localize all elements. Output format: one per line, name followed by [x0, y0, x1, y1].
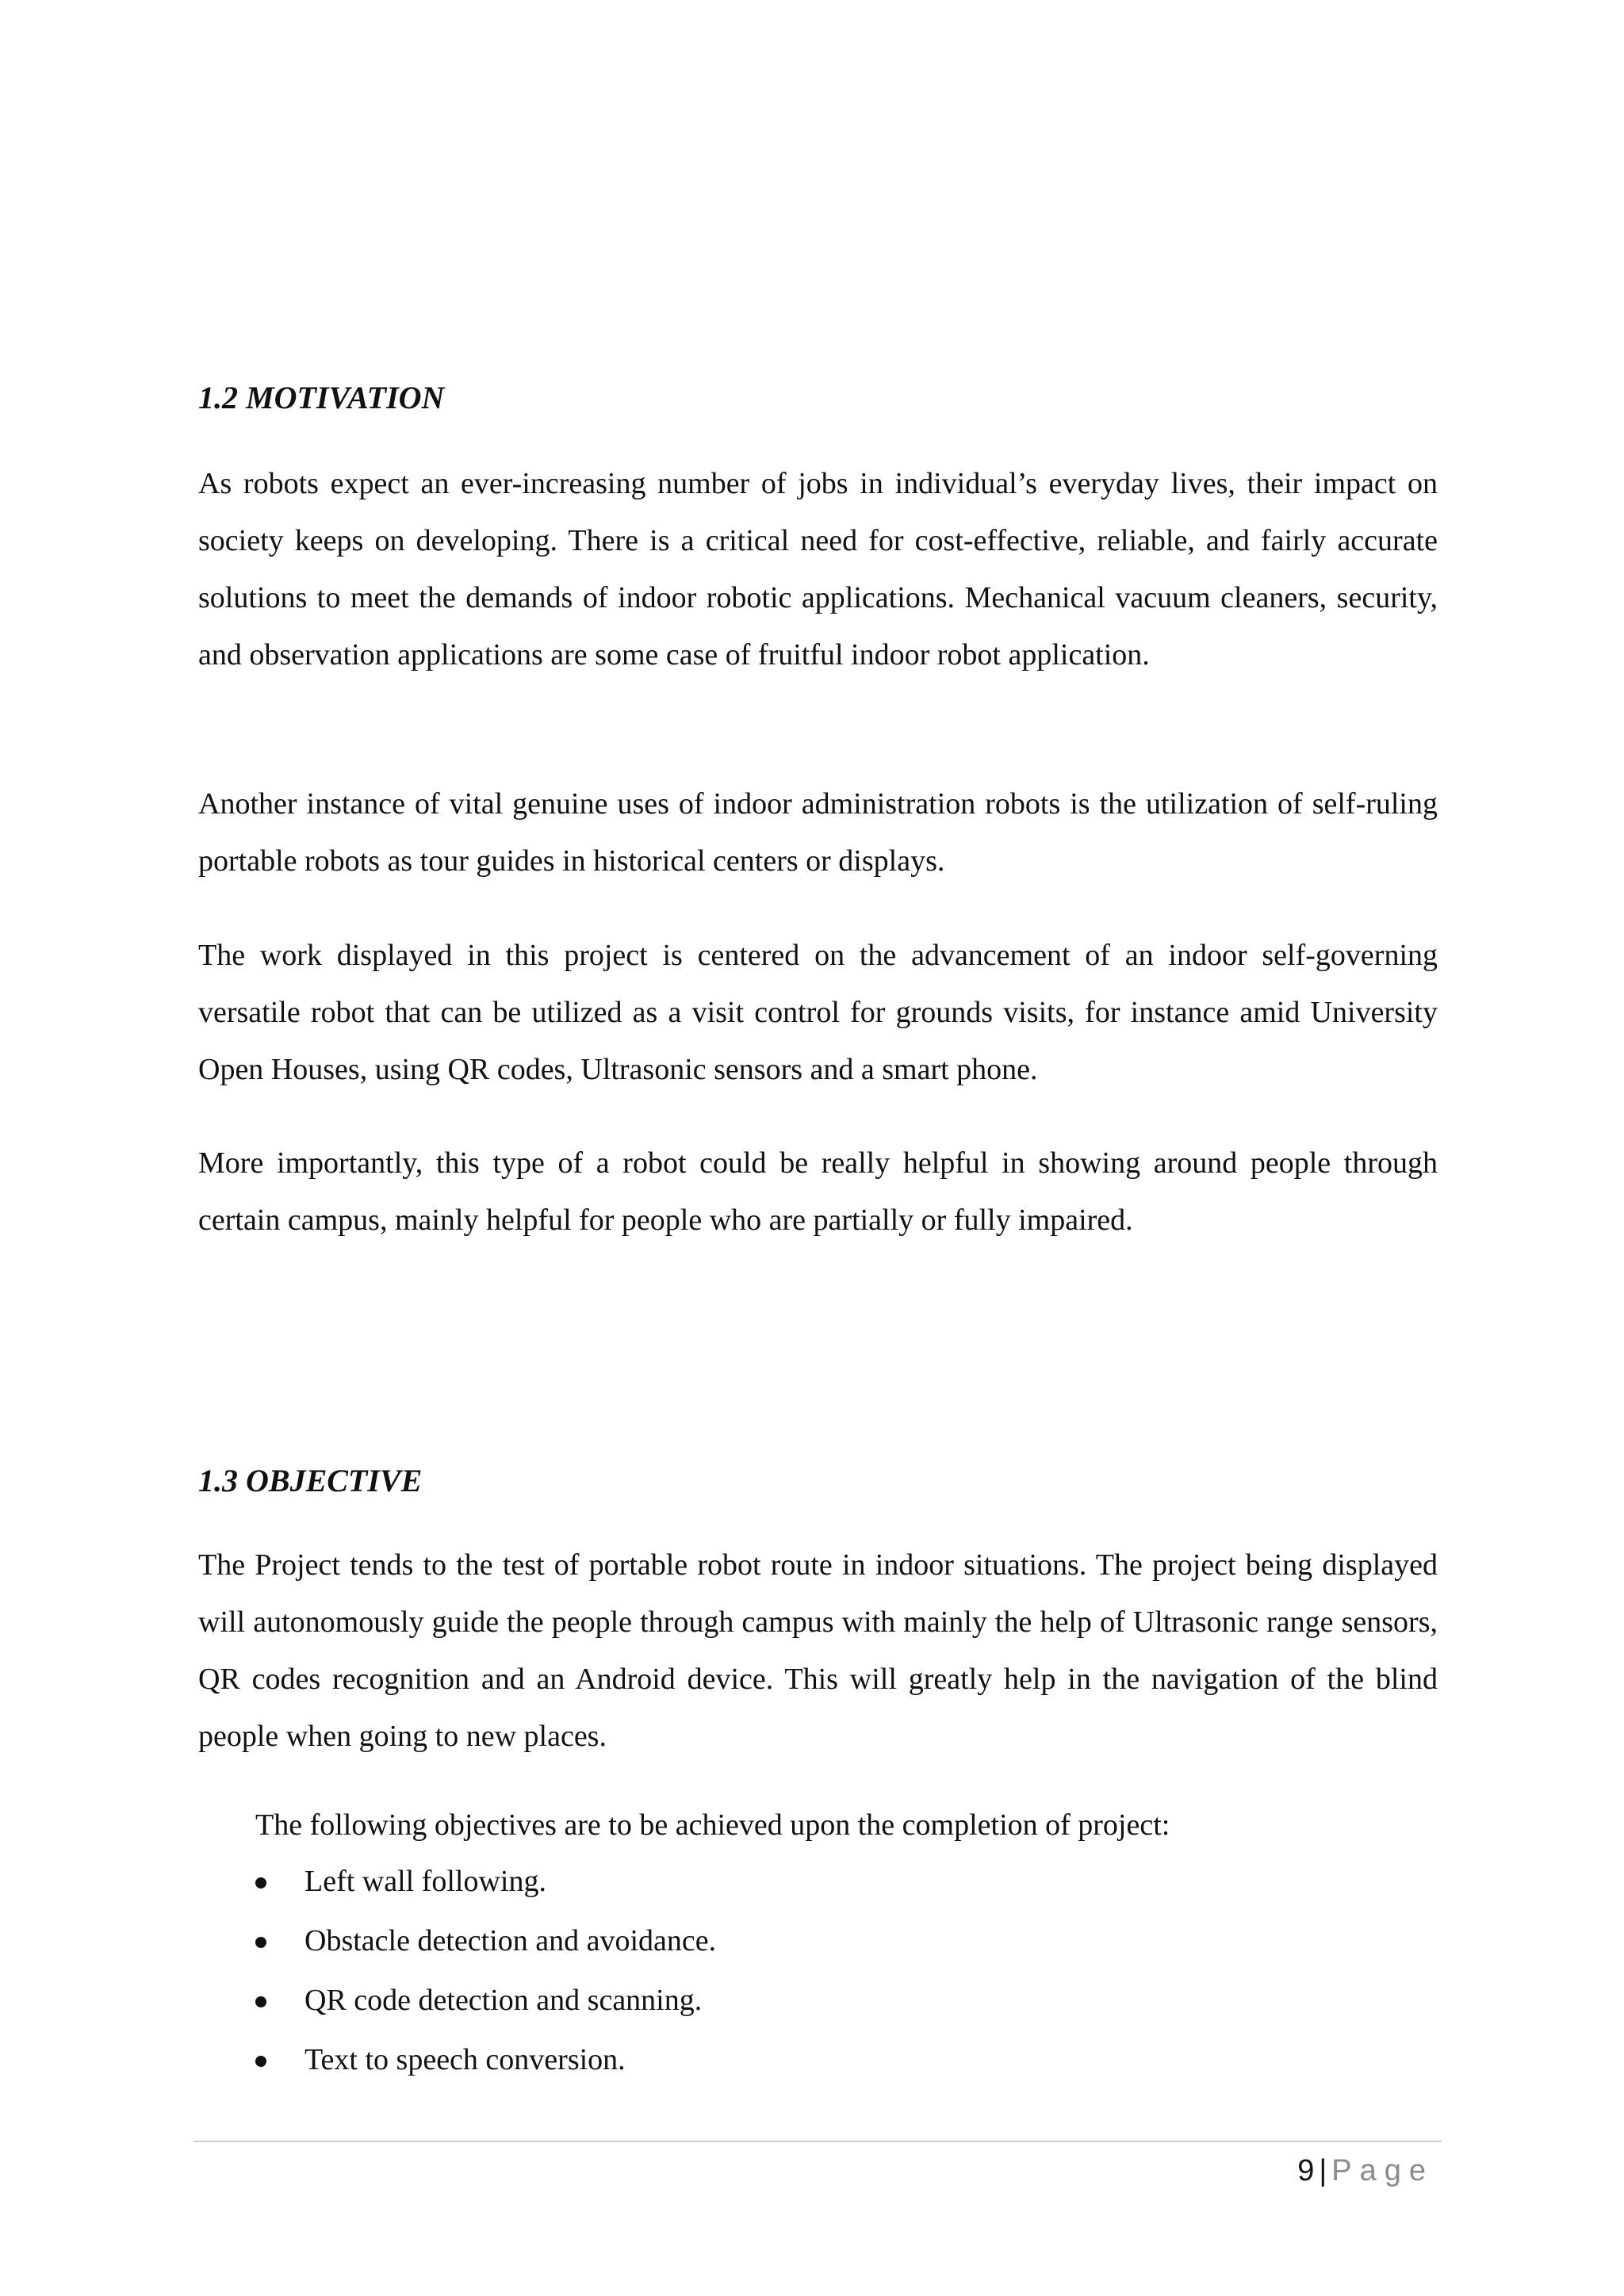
page-label: Page — [1331, 2154, 1434, 2187]
list-item — [255, 1911, 716, 1971]
objectives-list — [255, 1852, 716, 2090]
bullet-icon — [255, 1877, 266, 1888]
paragraph-objective-1: The Project tends to the test of portable robot route in indoor situations. The project being displayed will autonomously guide the people through campus with mainly the help of Ultrasonic range sensors, QR codes recognition and an Android device. This will greatly help in the navigation of the blind people when going to new places. — [198, 1548, 1438, 1753]
page-footer — [1297, 2149, 1434, 2193]
footer-divider — [193, 2141, 1442, 2142]
paragraph-motivation-1: As robots expect an ever-increasing number of jobs in individual’s everyday lives, their impact on society keeps on developing. There is a critical need for cost-effective, reliable, and fairly accurate solutions to meet the demands of indoor robotic applications. Mechanical vacuum cleaners, security, and observation applications are some case of fruitful indoor robot application. — [198, 467, 1438, 672]
footer-separator: | — [1319, 2154, 1327, 2187]
bullet-icon — [255, 1937, 266, 1948]
bullet-icon — [255, 2056, 266, 2067]
list-item-text: Obstacle detection and avoidance. — [304, 1924, 717, 1957]
objectives-intro: The following objectives are to be achieved upon the completion of project: — [255, 1808, 1170, 1842]
list-item-text: Text to speech conversion. — [304, 2043, 626, 2076]
bullet-icon — [255, 1996, 266, 2007]
list-item-text: QR code detection and scanning. — [304, 1984, 703, 2017]
section-heading-motivation: 1.2 MOTIVATION — [198, 380, 445, 415]
list-item — [255, 1852, 716, 1911]
section-heading-objective: 1.3 OBJECTIVE — [198, 1463, 423, 1498]
list-item-text: Left wall following. — [304, 1865, 546, 1898]
page-number: 9 — [1297, 2154, 1315, 2187]
paragraph-motivation-4: More importantly, this type of a robot could be really helpful in showing around people through certain campus, mainly helpful for people who are partially or fully impaired. — [198, 1146, 1438, 1237]
list-item — [255, 2030, 716, 2090]
paragraph-motivation-2: Another instance of vital genuine uses of indoor administration robots is the utilization of self-ruling portable robots as tour guides in historical centers or displays. — [198, 787, 1438, 878]
paragraph-motivation-3: The work displayed in this project is centered on the advancement of an indoor self-governing versatile robot that can be utilized as a visit control for grounds visits, for instance amid University Open Houses, using QR codes, Ultrasonic sensors and a smart phone. — [198, 939, 1438, 1086]
list-item — [255, 1971, 716, 2030]
